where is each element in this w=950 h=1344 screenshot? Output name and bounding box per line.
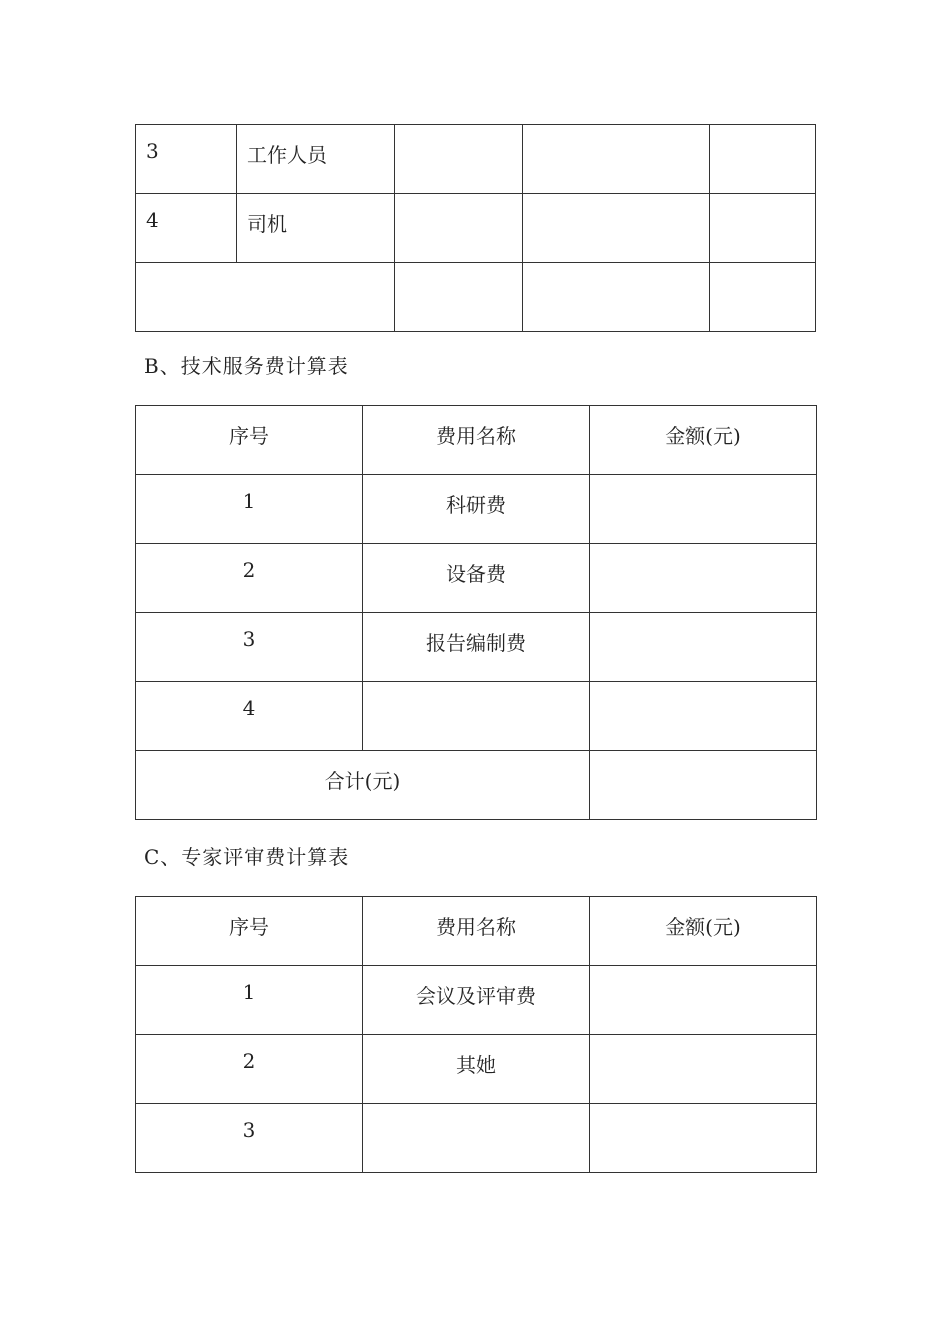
table-row bbox=[136, 966, 817, 1035]
expert-review-fee-table bbox=[135, 896, 817, 1173]
total-label-cell: 合计(元) bbox=[136, 751, 590, 820]
table-header-row bbox=[136, 406, 817, 475]
amount-cell bbox=[590, 475, 817, 544]
table-cell bbox=[523, 125, 710, 194]
tech-service-fee-table bbox=[135, 405, 817, 820]
section-c-title: C、专家评审费计算表 bbox=[144, 845, 350, 869]
header-cell-name: 费用名称 bbox=[363, 406, 590, 475]
amount-cell bbox=[590, 966, 817, 1035]
table-row bbox=[136, 1035, 817, 1104]
table-row bbox=[136, 194, 816, 263]
amount-cell bbox=[590, 613, 817, 682]
item-cell: 工作人员 bbox=[237, 125, 395, 194]
table-cell bbox=[395, 194, 523, 263]
header-cell-number: 序号 bbox=[136, 897, 363, 966]
fee-name-cell: 设备费 bbox=[363, 544, 590, 613]
table-cell bbox=[523, 263, 710, 332]
merged-cell bbox=[136, 263, 395, 332]
header-cell-number: 序号 bbox=[136, 406, 363, 475]
row-number-cell: 1 bbox=[136, 966, 363, 1035]
fee-name-cell: 其她 bbox=[363, 1035, 590, 1104]
table-cell bbox=[710, 194, 816, 263]
row-number-cell: 4 bbox=[136, 682, 363, 751]
header-cell-name: 费用名称 bbox=[363, 897, 590, 966]
table-header-row bbox=[136, 897, 817, 966]
amount-cell bbox=[590, 544, 817, 613]
total-amount-cell bbox=[590, 751, 817, 820]
table-cell bbox=[395, 263, 523, 332]
header-cell-amount: 金额(元) bbox=[590, 406, 817, 475]
fee-name-cell bbox=[363, 1104, 590, 1173]
amount-cell bbox=[590, 682, 817, 751]
table-row bbox=[136, 544, 817, 613]
row-number-cell: 1 bbox=[136, 475, 363, 544]
amount-cell bbox=[590, 1104, 817, 1173]
table-row bbox=[136, 613, 817, 682]
header-cell-amount: 金额(元) bbox=[590, 897, 817, 966]
table-row bbox=[136, 1104, 817, 1173]
table-row bbox=[136, 682, 817, 751]
item-cell: 司机 bbox=[237, 194, 395, 263]
section-b-title: B、技术服务费计算表 bbox=[144, 354, 349, 378]
total-row bbox=[136, 751, 817, 820]
table-cell bbox=[710, 263, 816, 332]
table-cell bbox=[523, 194, 710, 263]
row-number-cell: 3 bbox=[136, 1104, 363, 1173]
table-cell bbox=[710, 125, 816, 194]
amount-cell bbox=[590, 1035, 817, 1104]
fee-name-cell: 会议及评审费 bbox=[363, 966, 590, 1035]
table-row bbox=[136, 263, 816, 332]
fee-name-cell: 科研费 bbox=[363, 475, 590, 544]
fee-name-cell: 报告编制费 bbox=[363, 613, 590, 682]
table-row bbox=[136, 475, 817, 544]
row-number-cell: 4 bbox=[136, 194, 237, 263]
fee-name-cell bbox=[363, 682, 590, 751]
row-number-cell: 3 bbox=[136, 125, 237, 194]
staff-cost-table bbox=[135, 124, 816, 332]
row-number-cell: 2 bbox=[136, 1035, 363, 1104]
table-cell bbox=[395, 125, 523, 194]
row-number-cell: 3 bbox=[136, 613, 363, 682]
table-row bbox=[136, 125, 816, 194]
row-number-cell: 2 bbox=[136, 544, 363, 613]
